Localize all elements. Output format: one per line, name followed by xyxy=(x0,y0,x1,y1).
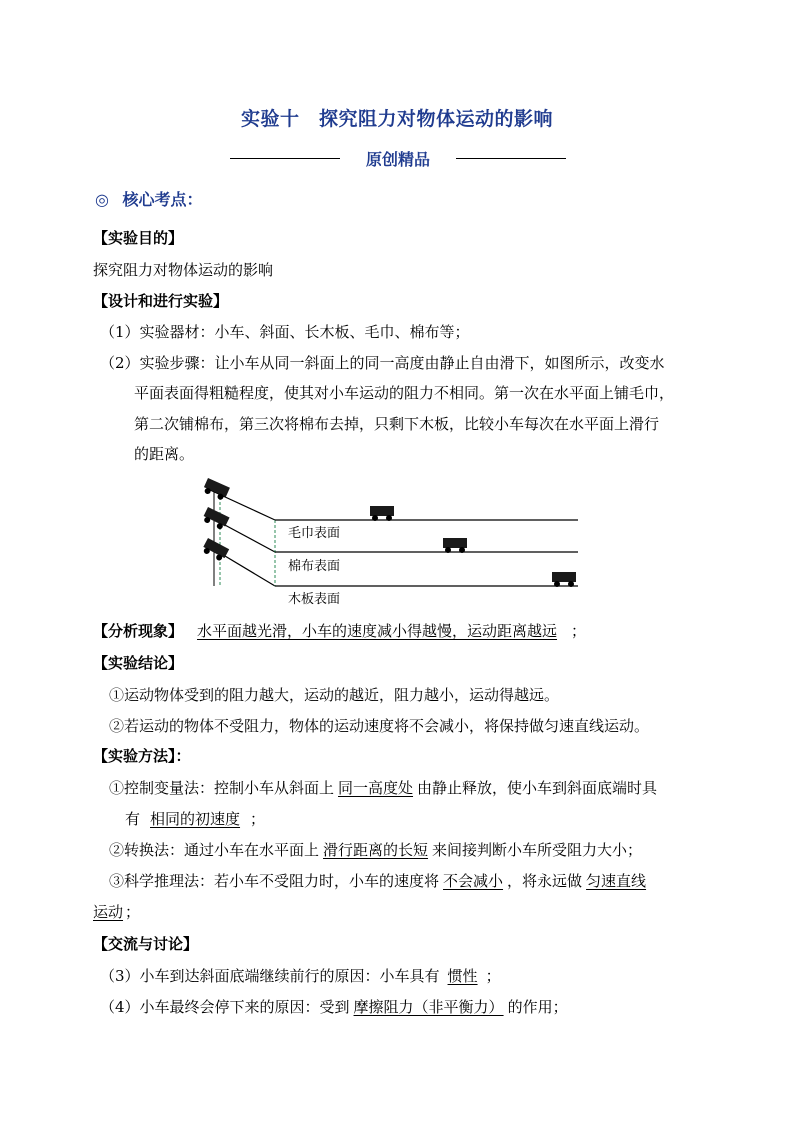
method-3-answer-1: 不会减小 xyxy=(443,872,504,890)
method-3-line-2 xyxy=(93,901,140,922)
method-3-tail: ； xyxy=(125,903,141,921)
method-1-answer-2: 相同的初速度 xyxy=(150,810,241,828)
method-3-middle: ，将永远做 xyxy=(507,872,583,890)
design-item-2-line-3: 第二次铺棉布，第三次将棉布去掉，只剩下木板，比较小车每次在水平面上滑行 xyxy=(134,415,660,433)
method-1-tail: ； xyxy=(250,810,266,828)
purpose-heading: 【实验目的】 xyxy=(93,229,184,247)
method-1-prefix-2: 有 xyxy=(125,810,141,828)
label-towel: 毛巾表面 xyxy=(288,526,341,541)
discussion-3-answer: 惯性 xyxy=(447,967,478,985)
discussion-4-tail: 的作用； xyxy=(507,998,568,1016)
page-title: 实验十 探究阻力对物体运动的影响 xyxy=(240,108,553,130)
discussion-heading: 【交流与讨论】 xyxy=(93,935,199,953)
conclusion-item-2: ②若运动的物体不受阻力，物体的运动速度将不会减小，将保持做匀速直线运动。 xyxy=(109,717,650,735)
conclusion-item-1: ①运动物体受到的阻力越大，运动的越近，阻力越小，运动得越远。 xyxy=(109,686,560,704)
method-3-line-1 xyxy=(109,870,650,891)
label-cotton: 棉布表面 xyxy=(288,559,341,574)
experiment-figure xyxy=(200,472,590,612)
method-2-prefix: ②转换法：通过小车在水平面上 xyxy=(109,841,320,859)
analysis-tail: ； xyxy=(571,622,587,640)
method-1-line-1 xyxy=(109,777,657,798)
method-1-answer-1: 同一高度处 xyxy=(338,779,414,797)
discussion-item-4 xyxy=(100,996,568,1017)
cart-on-wood xyxy=(552,572,576,587)
method-1-middle: 由静止释放，使小车到斜面底端时具 xyxy=(417,779,658,797)
subtitle-row xyxy=(230,147,566,171)
cart-on-cotton xyxy=(443,538,467,553)
core-points-heading xyxy=(95,187,203,210)
cart-on-towel xyxy=(370,506,394,521)
design-item-2-line-1: （2）实验步骤：让小车从同一斜面上的同一高度由静止自由滑下，如图所示，改变水 xyxy=(100,354,665,372)
method-3-prefix: ③科学推理法：若小车不受阻力时，小车的速度将 xyxy=(109,872,440,890)
subtitle: 原创精品 xyxy=(365,150,430,169)
method-2-tail: 来间接判断小车所受阻力大小； xyxy=(432,841,643,859)
discussion-4-prefix: （4）小车最终会停下来的原因：受到 xyxy=(100,998,350,1016)
cart-on-incline-middle xyxy=(201,507,229,531)
analysis-answer: 水平面越光滑，小车的速度减小得越慢，运动距离越远 xyxy=(197,622,558,640)
design-item-2-line-4: 的距离。 xyxy=(134,445,195,463)
analysis-line xyxy=(93,620,586,641)
purpose-text: 探究阻力对物体运动的影响 xyxy=(93,261,274,279)
method-3-answer-2a: 匀速直线 xyxy=(586,872,647,890)
core-points-label: 核心考点： xyxy=(122,190,203,209)
method-2-answer: 滑行距离的长短 xyxy=(323,841,429,859)
method-1-line-2 xyxy=(125,808,265,829)
cart-on-incline-top xyxy=(202,478,230,501)
double-circle-icon: ◎ xyxy=(95,190,109,209)
design-heading: 【设计和进行实验】 xyxy=(93,292,229,310)
method-2-line xyxy=(109,839,642,860)
design-item-1: （1）实验器材：小车、斜面、长木板、毛巾、棉布等； xyxy=(100,323,470,341)
method-1-prefix: ①控制变量法：控制小车从斜面上 xyxy=(109,779,335,797)
discussion-item-3 xyxy=(100,965,501,986)
discussion-3-tail: ； xyxy=(485,967,501,985)
discussion-4-answer: 摩擦阻力（非平衡力） xyxy=(353,998,504,1016)
cart-on-incline-bottom xyxy=(201,538,229,563)
subtitle-rule-right xyxy=(456,158,566,159)
method-3-answer-2b: 运动 xyxy=(93,903,124,921)
conclusion-heading: 【实验结论】 xyxy=(93,654,184,672)
discussion-3-prefix: （3）小车到达斜面底端继续前行的原因：小车具有 xyxy=(100,967,440,985)
method-heading: 【实验方法】： xyxy=(93,747,191,765)
label-wood: 木板表面 xyxy=(288,592,341,607)
analysis-heading: 【分析现象】 xyxy=(93,622,184,640)
design-item-2-line-2: 平面表面得粗糙程度，使其对小车运动的阻力不相同。第一次在水平面上铺毛巾， xyxy=(134,384,675,402)
